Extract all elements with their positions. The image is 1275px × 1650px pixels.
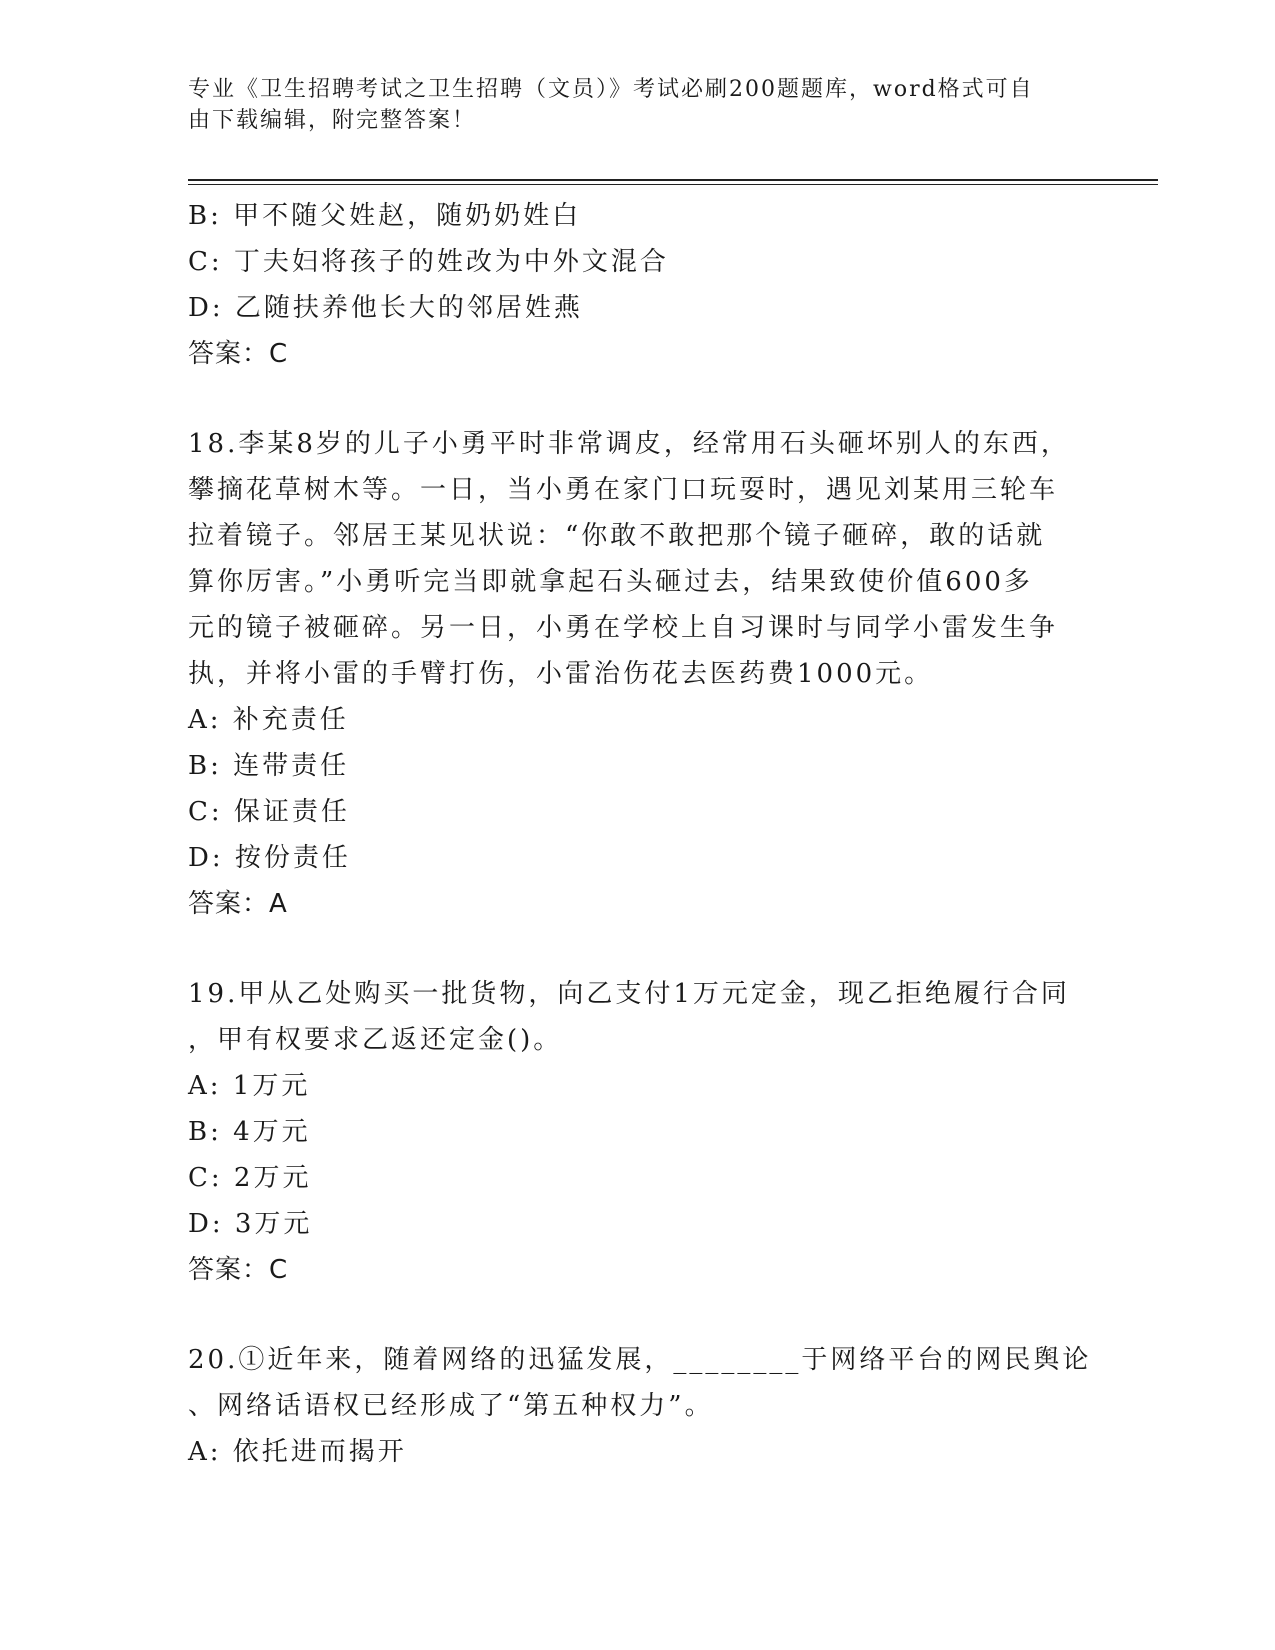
header-divider-thick <box>188 179 1158 181</box>
question-text-line: 元的镜子被砸碎。另一日，小勇在学校上自习课时与同学小雷发生争 <box>188 613 1059 643</box>
option-a: A: 依托进而揭开 <box>188 1437 407 1467</box>
option-c: C: 丁夫妇将孩子的姓改为中外文混合 <box>188 247 669 277</box>
question-20 <box>188 1337 1092 1475</box>
spacer <box>188 377 1088 421</box>
question-17-continued <box>188 193 1088 377</box>
option-a: A: 补充责任 <box>188 705 349 735</box>
answer-line: 答案：C <box>188 1255 289 1285</box>
option-d: D: 3万元 <box>188 1209 313 1239</box>
document-body <box>188 193 1092 1475</box>
option-c: C: 2万元 <box>188 1163 312 1193</box>
question-text-line: 算你厉害。”小勇听完当即就拿起石头砸过去，结果致使价值600多 <box>188 567 1033 597</box>
question-text-line: ，甲有权要求乙返还定金()。 <box>188 1025 563 1055</box>
option-b: B: 甲不随父姓赵，随奶奶姓白 <box>188 201 582 231</box>
option-b: B: 连带责任 <box>188 751 350 781</box>
option-c: C: 保证责任 <box>188 797 350 827</box>
header-divider-thin <box>188 184 1158 185</box>
answer-line: 答案：A <box>188 889 288 919</box>
question-text-line: 19.甲从乙处购买一批货物，向乙支付1万元定金，现乙拒绝履行合同 <box>188 979 1070 1009</box>
option-a: A: 1万元 <box>188 1071 311 1101</box>
question-text-line: 18.李某8岁的儿子小勇平时非常调皮，经常用石头砸坏别人的东西， <box>188 429 1070 459</box>
header-line-2: 由下载编辑，附完整答案！ <box>188 108 477 133</box>
question-18 <box>188 421 1088 927</box>
spacer <box>188 1293 1088 1337</box>
answer-line: 答案：C <box>188 339 289 369</box>
question-text-line: 拉着镜子。邻居王某见状说：“你敢不敢把那个镜子砸碎，敢的话就 <box>188 521 1046 551</box>
question-text-line: 、网络话语权已经形成了“第五种权力”。 <box>188 1391 714 1421</box>
header-line-1: 专业《卫生招聘考试之卫生招聘（文员）》考试必刷200题题库，word格式可自 <box>188 77 1034 102</box>
question-19 <box>188 971 1088 1293</box>
document-header <box>188 74 1088 136</box>
question-text-line: 执，并将小雷的手臂打伤，小雷治伤花去医药费1000元。 <box>188 659 934 689</box>
spacer <box>188 927 1088 971</box>
question-text-line: 20.①近年来，随着网络的迅猛发展，________于网络平台的网民舆论 <box>188 1345 1092 1375</box>
option-d: D: 按份责任 <box>188 843 351 873</box>
option-d: D: 乙随扶养他长大的邻居姓燕 <box>188 293 583 323</box>
question-text-line: 攀摘花草树木等。一日，当小勇在家门口玩耍时，遇见刘某用三轮车 <box>188 475 1059 505</box>
option-b: B: 4万元 <box>188 1117 311 1147</box>
